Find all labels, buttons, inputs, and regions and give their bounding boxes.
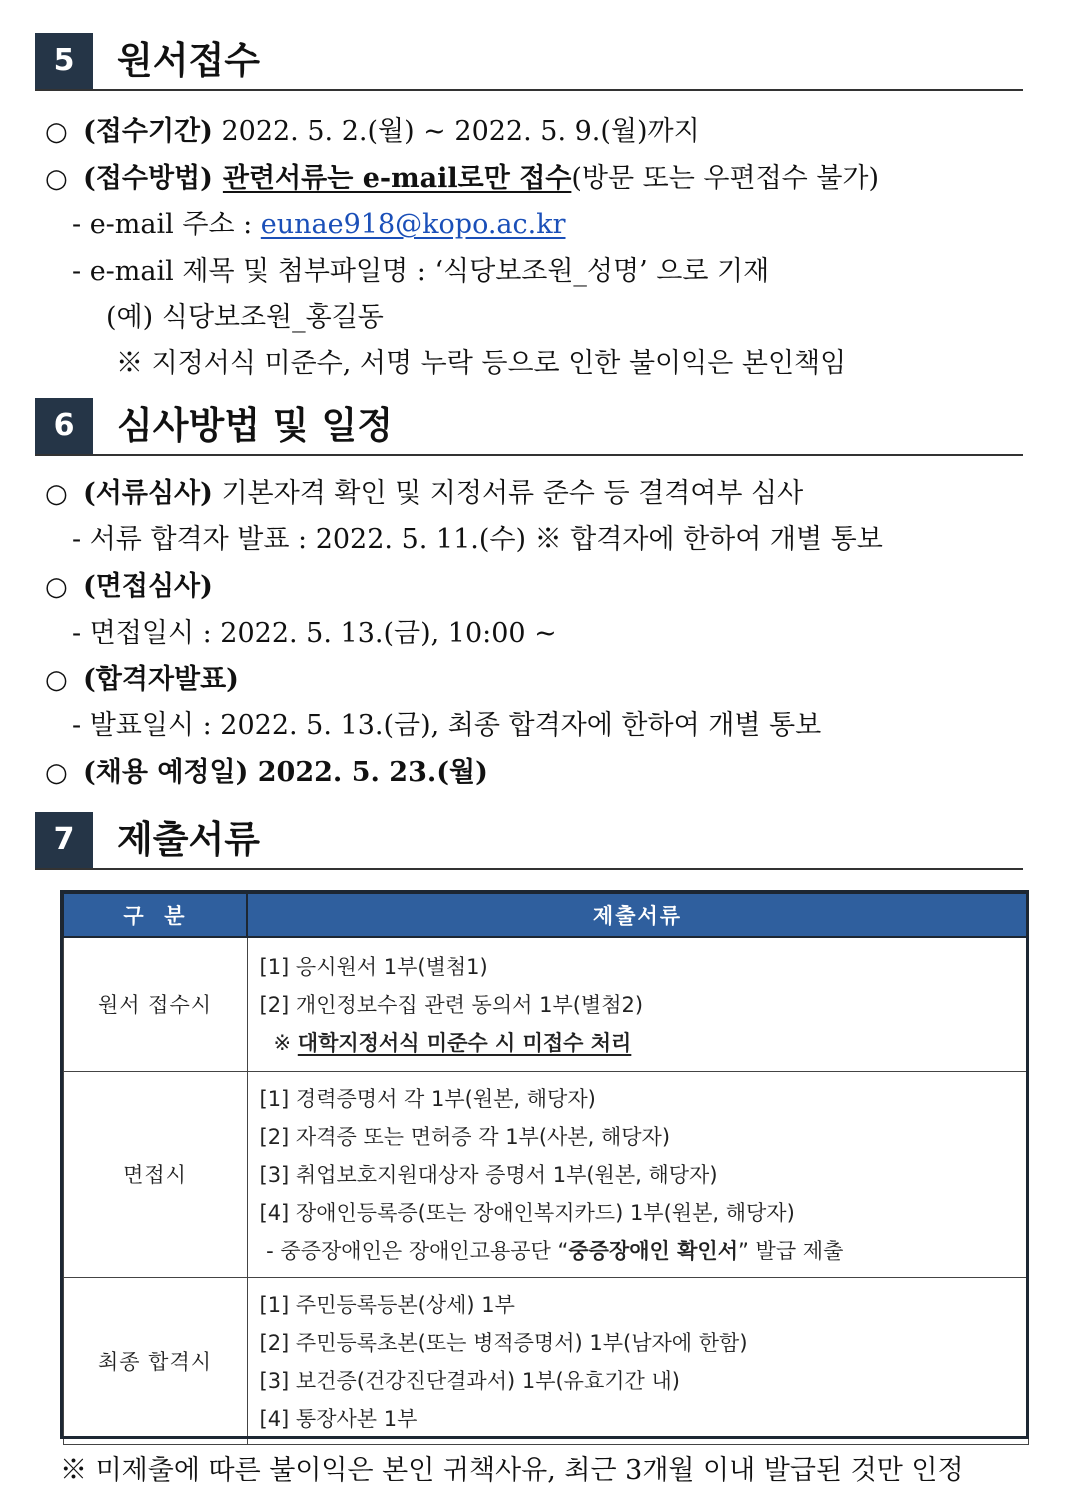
footnote: ※ 미제출에 따른 불이익은 본인 귀책사유, 최근 3개월 이내 발급된 것만 인정 xyxy=(60,1455,964,1486)
circle-bullet: ○ xyxy=(45,665,68,695)
section-6-header xyxy=(35,398,1023,456)
document-item: [4] 장애인등록증(또는 장애인복지카드) 1부(원본, 해당자) xyxy=(259,1201,795,1225)
hiring-date-line xyxy=(45,756,488,790)
document-item: [4] 통장사본 1부 xyxy=(259,1406,418,1431)
receipt-method-label: (접수방법) xyxy=(83,163,213,194)
document-item: [1] 주민등록등본(상세) 1부 xyxy=(259,1292,515,1317)
announcement-line xyxy=(45,663,239,697)
document-item: [2] 개인정보수집 관련 동의서 1부(별첨2) xyxy=(259,993,644,1018)
category-cell: 면접시 xyxy=(63,1071,247,1277)
circle-bullet: ○ xyxy=(45,758,68,788)
subnote-emphasis: 중증장애인 확인서 xyxy=(568,1239,738,1263)
documents-cell xyxy=(247,1071,1028,1277)
document-item: [2] 자격증 또는 면허증 각 1부(사본, 해당자) xyxy=(259,1125,671,1149)
column-header-documents: 제출서류 xyxy=(247,893,1028,937)
documents-cell xyxy=(247,1277,1028,1444)
receipt-period-line xyxy=(45,115,700,149)
document-item: [1] 경력증명서 각 1부(원본, 해당자) xyxy=(259,1087,596,1111)
table-header-row xyxy=(63,893,1028,937)
section-number: 5 xyxy=(35,33,93,89)
email-link[interactable]: eunae918@kopo.ac.kr xyxy=(260,209,566,240)
circle-bullet: ○ xyxy=(45,164,68,194)
table-row xyxy=(63,1277,1028,1444)
table-row xyxy=(63,1071,1028,1277)
document-item: [1] 응시원서 1부(별첨1) xyxy=(259,955,488,980)
circle-bullet: ○ xyxy=(45,117,68,147)
section-7-header xyxy=(35,812,1023,870)
section-title: 원서접수 xyxy=(117,39,260,82)
document-review-label: (서류심사) xyxy=(83,478,213,509)
example-line: (예) 식당보조원_홍길동 xyxy=(106,302,384,333)
section-number: 7 xyxy=(35,812,93,868)
note-mark: ※ xyxy=(273,1031,298,1056)
documents-cell xyxy=(247,937,1028,1071)
interview-label: (면접심사) xyxy=(83,571,213,602)
category-cell: 원서 접수시 xyxy=(63,937,247,1071)
circle-bullet: ○ xyxy=(45,572,68,602)
hiring-date-text: (채용 예정일) 2022. 5. 23.(월) xyxy=(83,757,488,788)
receipt-period-label: (접수기간) xyxy=(83,116,213,147)
table-row xyxy=(63,937,1028,1071)
document-item: [3] 보건증(건강진단결과서) 1부(유효기간 내) xyxy=(259,1368,680,1393)
section-number: 6 xyxy=(35,398,93,454)
email-subject-line: - e-mail 제목 및 첨부파일명 : ‘식당보조원_성명’ 으로 기재 xyxy=(72,256,770,287)
announcement-label: (합격자발표) xyxy=(83,664,239,695)
document-item: [3] 취업보호지원대상자 증명서 1부(원본, 해당자) xyxy=(259,1163,718,1187)
email-address-line xyxy=(72,208,566,242)
notice-line: ※ 지정서식 미준수, 서명 누락 등으로 인한 불이익은 본인책임 xyxy=(116,348,847,379)
section-title: 제출서류 xyxy=(117,818,260,861)
document-item: [2] 주민등록초본(또는 병적증명서) 1부(남자에 한함) xyxy=(259,1330,748,1355)
required-documents-table xyxy=(62,892,1029,1445)
announcement-date-line: - 발표일시 : 2022. 5. 13.(금), 최종 합격자에 한하여 개별 통보 xyxy=(72,710,822,741)
section-5-header xyxy=(35,33,1023,91)
note-text: 대학지정서식 미준수 시 미접수 처리 xyxy=(297,1031,632,1056)
circle-bullet: ○ xyxy=(45,479,68,509)
document-note xyxy=(260,1024,1018,1062)
column-header-category: 구 분 xyxy=(63,893,247,937)
receipt-method-tail: (방문 또는 우편접수 불가) xyxy=(571,163,880,194)
document-subnote xyxy=(260,1232,1018,1270)
document-result-line: - 서류 합격자 발표 : 2022. 5. 11.(수) ※ 합격자에 한하여 개별 통보 xyxy=(72,524,883,555)
document-review-text: 기본자격 확인 및 지정서류 준수 등 결격여부 심사 xyxy=(212,478,804,509)
subnote-suffix: ” 발급 제출 xyxy=(738,1239,844,1263)
category-cell: 최종 합격시 xyxy=(63,1277,247,1444)
document-review-line xyxy=(45,477,803,511)
receipt-period-text: 2022. 5. 2.(월) ~ 2022. 5. 9.(월)까지 xyxy=(212,116,700,147)
subnote-prefix: - 중증장애인은 장애인고용공단 “ xyxy=(259,1239,569,1263)
interview-line xyxy=(45,570,213,604)
receipt-method-line xyxy=(45,162,879,196)
section-title: 심사방법 및 일정 xyxy=(117,404,393,447)
interview-date-line: - 면접일시 : 2022. 5. 13.(금), 10:00 ~ xyxy=(72,618,557,649)
receipt-method-emphasis: 관련서류는 e-mail로만 접수 xyxy=(222,163,572,194)
email-label: - e-mail 주소 : xyxy=(72,209,261,240)
